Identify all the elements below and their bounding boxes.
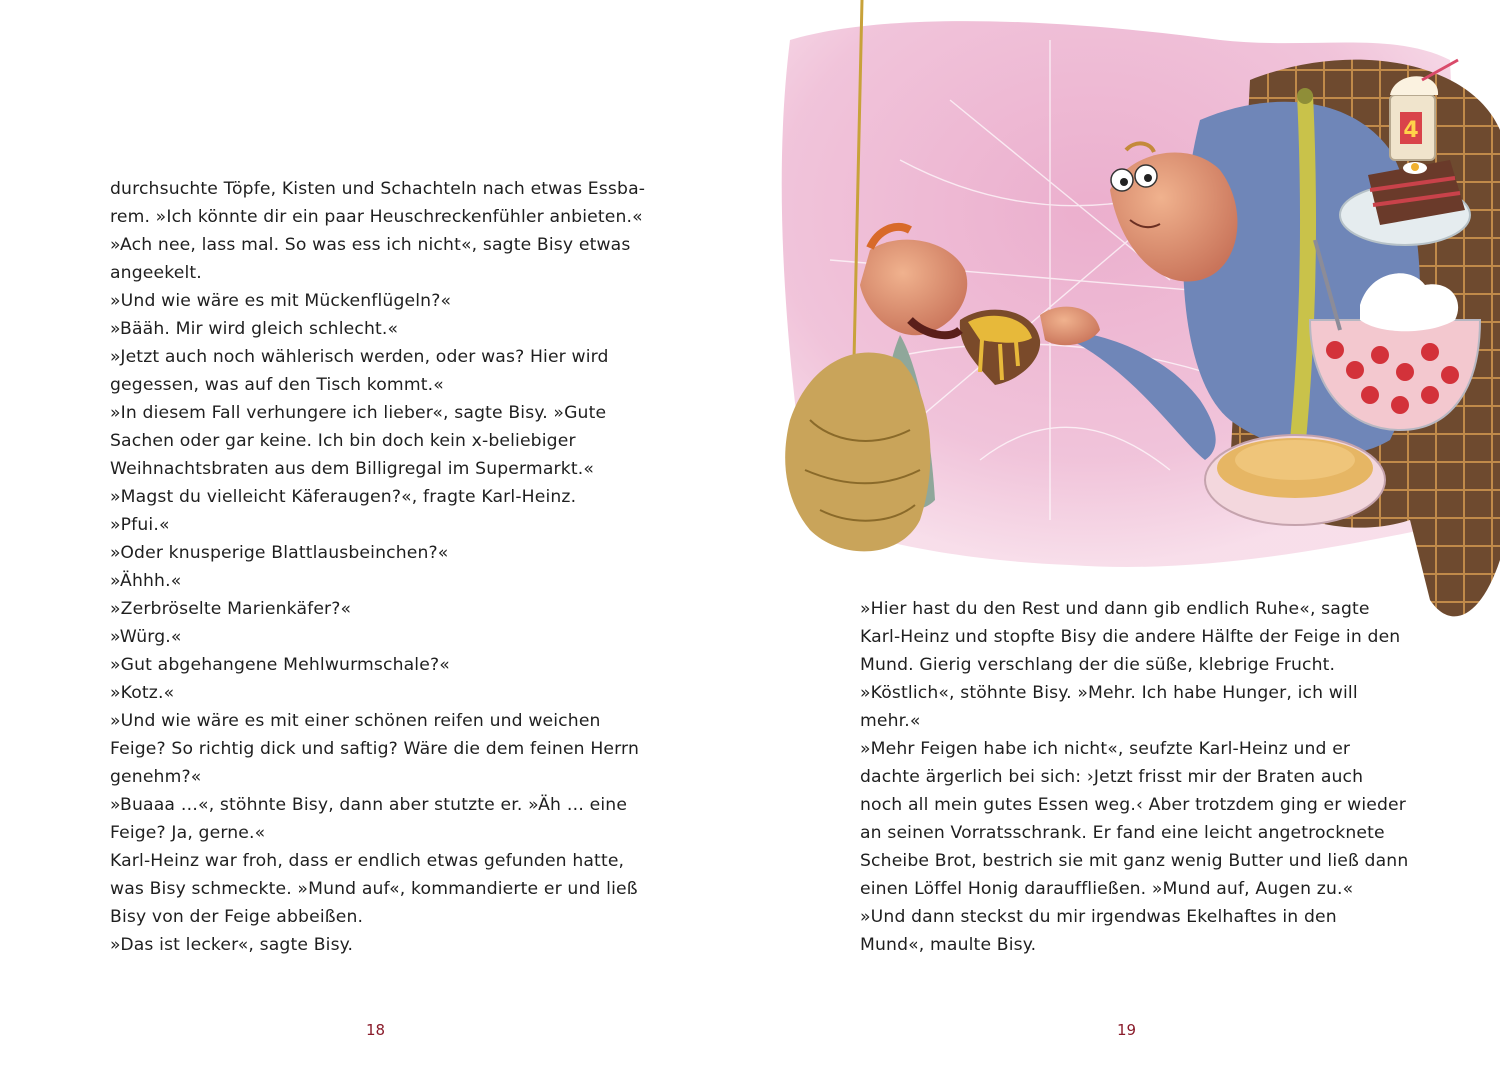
text-line: »Zerbröselte Marienkäfer?« <box>110 599 352 619</box>
text-line: Mund«, maulte Bisy. <box>860 935 1037 955</box>
text-line: Karl-Heinz und stopfte Bisy die andere Hälfte der Feige in den <box>860 627 1401 647</box>
text-line: »Hier hast du den Rest und dann gib endlich Ruhe«, sagte <box>860 599 1370 619</box>
text-line: »Gut abgehangene Mehlwurmschale?« <box>110 655 450 675</box>
text-line: angeekelt. <box>110 263 202 283</box>
text-line: mehr.« <box>860 711 921 731</box>
text-line: »Und dann steckst du mir irgendwas Ekelhaftes in den <box>860 907 1337 927</box>
text-line: »Magst du vielleicht Käferaugen?«, fragte Karl-Heinz. <box>110 487 577 507</box>
text-line: Karl-Heinz war froh, dass er endlich etwas gefunden hatte, <box>110 851 625 871</box>
text-line: »Das ist lecker«, sagte Bisy. <box>110 935 354 955</box>
text-line: »Mehr Feigen habe ich nicht«, seufzte Karl-Heinz und er <box>860 739 1351 759</box>
text-line: »Buaaa …«, stöhnte Bisy, dann aber stutzte er. »Äh … eine <box>110 795 628 815</box>
text-line: Mund. Gierig verschlang der die süße, klebrige Frucht. <box>860 655 1336 675</box>
text-line: was Bisy schmeckte. »Mund auf«, kommandierte er und ließ <box>110 879 638 899</box>
text-line: genehm?« <box>110 767 202 787</box>
text-line: an seinen Vorratsschrank. Er fand eine leicht angetrocknete <box>860 823 1385 843</box>
cup-label: 4 <box>1403 118 1419 143</box>
text-line: »In diesem Fall verhungere ich lieber«, sagte Bisy. »Gute <box>110 403 607 423</box>
text-line: »Würg.« <box>110 627 182 647</box>
text-line: Feige? Ja, gerne.« <box>110 823 266 843</box>
page-number-right: 19 <box>1117 1021 1137 1039</box>
right-page-text <box>860 595 1408 959</box>
text-line: Bisy von der Feige abbeißen. <box>110 907 364 927</box>
text-line: »Oder knusperige Blattlausbeinchen?« <box>110 543 449 563</box>
story-illustration <box>750 0 1500 630</box>
text-line: »Jetzt auch noch wählerisch werden, oder was? Hier wird <box>110 347 609 367</box>
text-line: »Ach nee, lass mal. So was ess ich nicht«, sagte Bisy etwas <box>110 235 631 255</box>
text-line: gegessen, was auf den Tisch kommt.« <box>110 375 444 395</box>
text-line: Sachen oder gar keine. Ich bin doch kein x-beliebiger <box>110 431 576 451</box>
text-line: »Bääh. Mir wird gleich schlecht.« <box>110 319 399 339</box>
text-line: »Kotz.« <box>110 683 175 703</box>
text-line: »Pfui.« <box>110 515 170 535</box>
text-line: Weihnachtsbraten aus dem Billigregal im Supermarkt.« <box>110 459 594 479</box>
text-line: »Köstlich«, stöhnte Bisy. »Mehr. Ich habe Hunger, ich will <box>860 683 1358 703</box>
text-line: »Ähhh.« <box>110 571 182 591</box>
text-line: rem. »Ich könnte dir ein paar Heuschreckenfühler anbieten.« <box>110 207 643 227</box>
text-line: »Und wie wäre es mit Mückenflügeln?« <box>110 291 452 311</box>
text-line: Scheibe Brot, bestrich sie mit ganz wenig Butter und ließ dann <box>860 851 1409 871</box>
text-line: dachte ärgerlich bei sich: ›Jetzt frisst mir der Braten auch <box>860 767 1364 787</box>
text-line: einen Löffel Honig darauffließen. »Mund auf, Augen zu.« <box>860 879 1354 899</box>
text-line: »Und wie wäre es mit einer schönen reifen und weichen <box>110 711 601 731</box>
text-line: noch all mein gutes Essen weg.‹ Aber trotzdem ging er wieder <box>860 795 1406 815</box>
text-line: durchsuchte Töpfe, Kisten und Schachteln nach etwas Essba- <box>110 179 646 199</box>
left-page-text <box>110 175 645 959</box>
right-page <box>750 0 1500 1081</box>
page-number-left: 18 <box>366 1021 386 1039</box>
text-line: Feige? So richtig dick und saftig? Wäre die dem feinen Herrn <box>110 739 639 759</box>
